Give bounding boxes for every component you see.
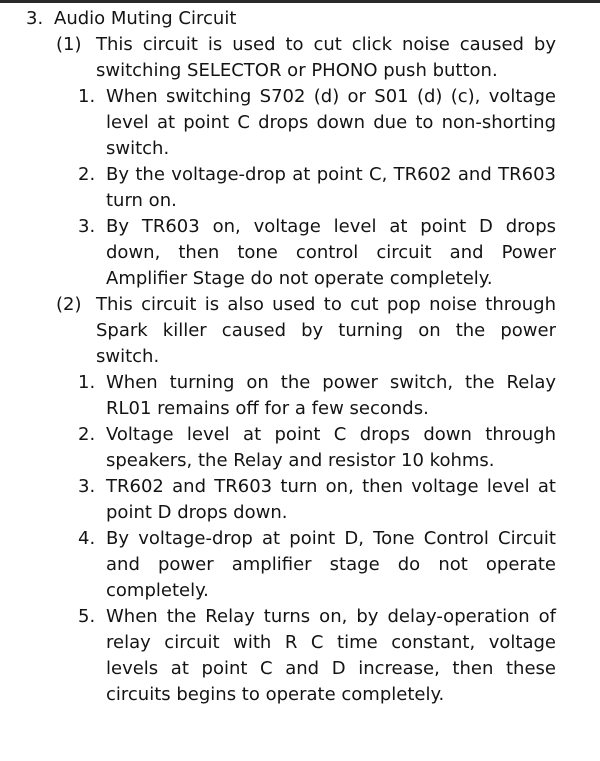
item-marker: 1. (78, 86, 96, 107)
part-2-text: This circuit is also used to cut pop noise through Spark killer caused by turning on the power switch. (96, 294, 556, 367)
item-text: TR602 and TR603 turn on, then voltage level at point D drops down. (106, 476, 556, 523)
item-text: By TR603 on, voltage level at point D drops down, then tone control circuit and Power Amplifier Stage do not operate completely. (106, 216, 556, 289)
part-1-item-3 (0, 214, 556, 292)
part-2-item-2 (0, 422, 556, 474)
part-1-item-1 (0, 84, 556, 162)
item-marker: 3. (78, 216, 96, 237)
item-text: When switching S702 (d) or S01 (d) (c), voltage level at point C drops down due to non-shorting switch. (106, 86, 556, 159)
section-heading (0, 6, 600, 32)
part-2-marker: (2) (56, 294, 82, 315)
top-rule (0, 0, 600, 3)
document-body (0, 6, 600, 708)
part-2-item-1 (0, 370, 556, 422)
item-text: By the voltage-drop at point C, TR602 and TR603 turn on. (106, 164, 556, 211)
item-marker: 2. (78, 164, 96, 185)
item-text: When the Relay turns on, by delay-operation of relay circuit with R C time constant, voltage levels at point C and D increase, then these circuits begins to operate completely. (106, 606, 556, 705)
item-text: Voltage level at point C drops down through speakers, the Relay and resistor 10 kohms. (106, 424, 556, 471)
item-text: When turning on the power switch, the Relay RL01 remains off for a few seconds. (106, 372, 556, 419)
part-1-marker: (1) (56, 34, 82, 55)
part-1-text: This circuit is used to cut click noise caused by switching SELECTOR or PHONO push button. (96, 34, 556, 81)
item-marker: 2. (78, 424, 96, 445)
item-marker: 3. (78, 476, 96, 497)
part-2-item-5 (0, 604, 556, 708)
item-marker: 5. (78, 606, 96, 627)
part-2-item-4 (0, 526, 556, 604)
section-title: Audio Muting Circuit (54, 8, 237, 29)
part-1-item-2 (0, 162, 556, 214)
part-1 (0, 32, 556, 84)
item-marker: 4. (78, 528, 96, 549)
section-number: 3. (26, 8, 44, 29)
item-text: By voltage-drop at point D, Tone Control Circuit and power amplifier stage do not operate completely. (106, 528, 556, 601)
part-2-item-3 (0, 474, 556, 526)
item-marker: 1. (78, 372, 96, 393)
part-2 (0, 292, 556, 370)
